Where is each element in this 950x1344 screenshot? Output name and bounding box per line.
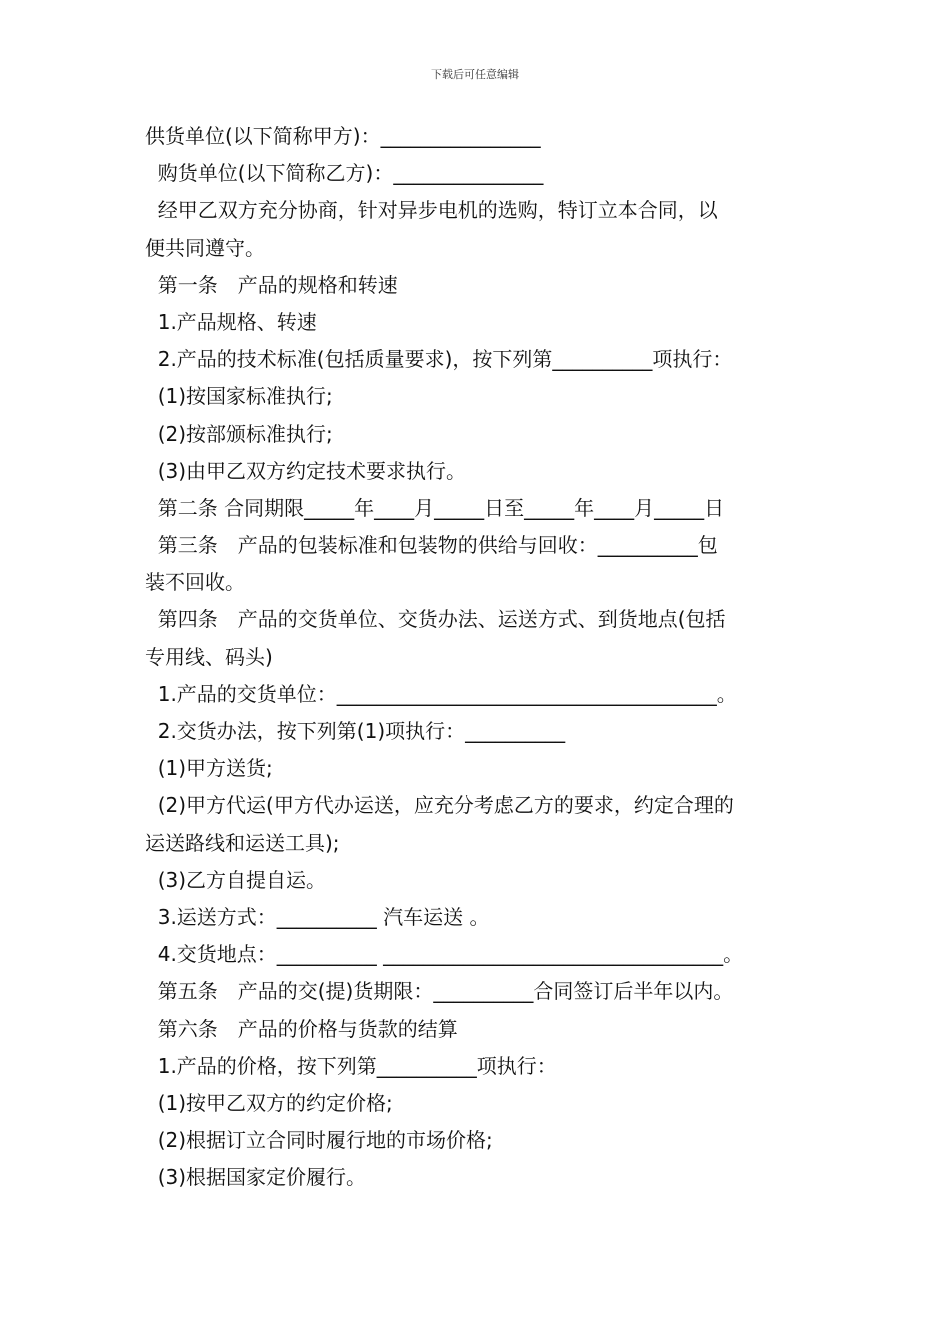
buyer-line: 购货单位(以下简称乙方)：_______________: [145, 161, 544, 186]
article-6-title: 第六条 产品的价格与货款的结算: [145, 1016, 458, 1041]
article-2-term: 第二条 合同期限_____年____月_____日至_____年____月_____日: [145, 495, 725, 520]
preamble-line-1: 经甲乙双方充分协商，针对异步电机的选购，特订立本合同，以: [145, 198, 718, 223]
article-4-option-2-line-2: 运送路线和运送工具);: [145, 830, 340, 855]
article-1-item-1: 1.产品规格、转速: [145, 309, 317, 334]
article-4-option-1: (1)甲方送货;: [145, 756, 273, 781]
article-3-packaging-line-1: 第三条 产品的包装标准和包装物的供给与回收：__________包: [145, 533, 718, 558]
article-1-item-2: 2.产品的技术标准(包括质量要求)，按下列第__________项执行：: [145, 347, 733, 372]
article-1-title: 第一条 产品的规格和转速: [145, 272, 398, 297]
supplier-line: 供货单位(以下简称甲方)：________________: [145, 124, 541, 148]
article-4-item-2: 2.交货办法，按下列第(1)项执行：__________: [145, 719, 566, 743]
article-6-item-1: 1.产品的价格，按下列第__________项执行：: [145, 1053, 557, 1078]
article-1-option-1: (1)按国家标准执行;: [145, 384, 333, 409]
article-1-option-3: (3)由甲乙双方约定技术要求执行。: [145, 458, 467, 483]
article-6-option-1: (1)按甲乙双方的约定价格;: [145, 1090, 393, 1115]
page-header: 下载后可任意编辑: [431, 68, 519, 81]
article-5-delivery-term: 第五条 产品的交(提)货期限：__________合同签订后半年以内。: [145, 979, 734, 1004]
contract-body: [145, 118, 810, 1196]
article-4-option-2-line-1: (2)甲方代运(甲方代办运送，应充分考虑乙方的要求，约定合理的: [145, 793, 734, 818]
article-6-option-2: (2)根据订立合同时履行地的市场价格;: [145, 1128, 493, 1153]
article-6-option-3: (3)根据国家定价履行。: [145, 1165, 367, 1190]
article-1-option-2: (2)按部颁标准执行;: [145, 421, 333, 446]
article-3-packaging-line-2: 装不回收。: [145, 570, 245, 595]
preamble-line-2: 便共同遵守。: [145, 235, 265, 260]
article-4-title-line-2: 专用线、码头): [145, 644, 273, 669]
article-4-option-3: (3)乙方自提自运。: [145, 867, 327, 892]
article-4-item-1: 1.产品的交货单位：______________________________________。: [145, 681, 737, 706]
article-4-item-3: 3.运送方式：__________ 汽车运送 。: [145, 904, 490, 929]
article-4-title-line-1: 第四条 产品的交货单位、交货办法、运送方式、到货地点(包括: [145, 607, 726, 632]
article-4-item-4: 4.交货地点：__________ __________________________________。: [145, 942, 744, 967]
